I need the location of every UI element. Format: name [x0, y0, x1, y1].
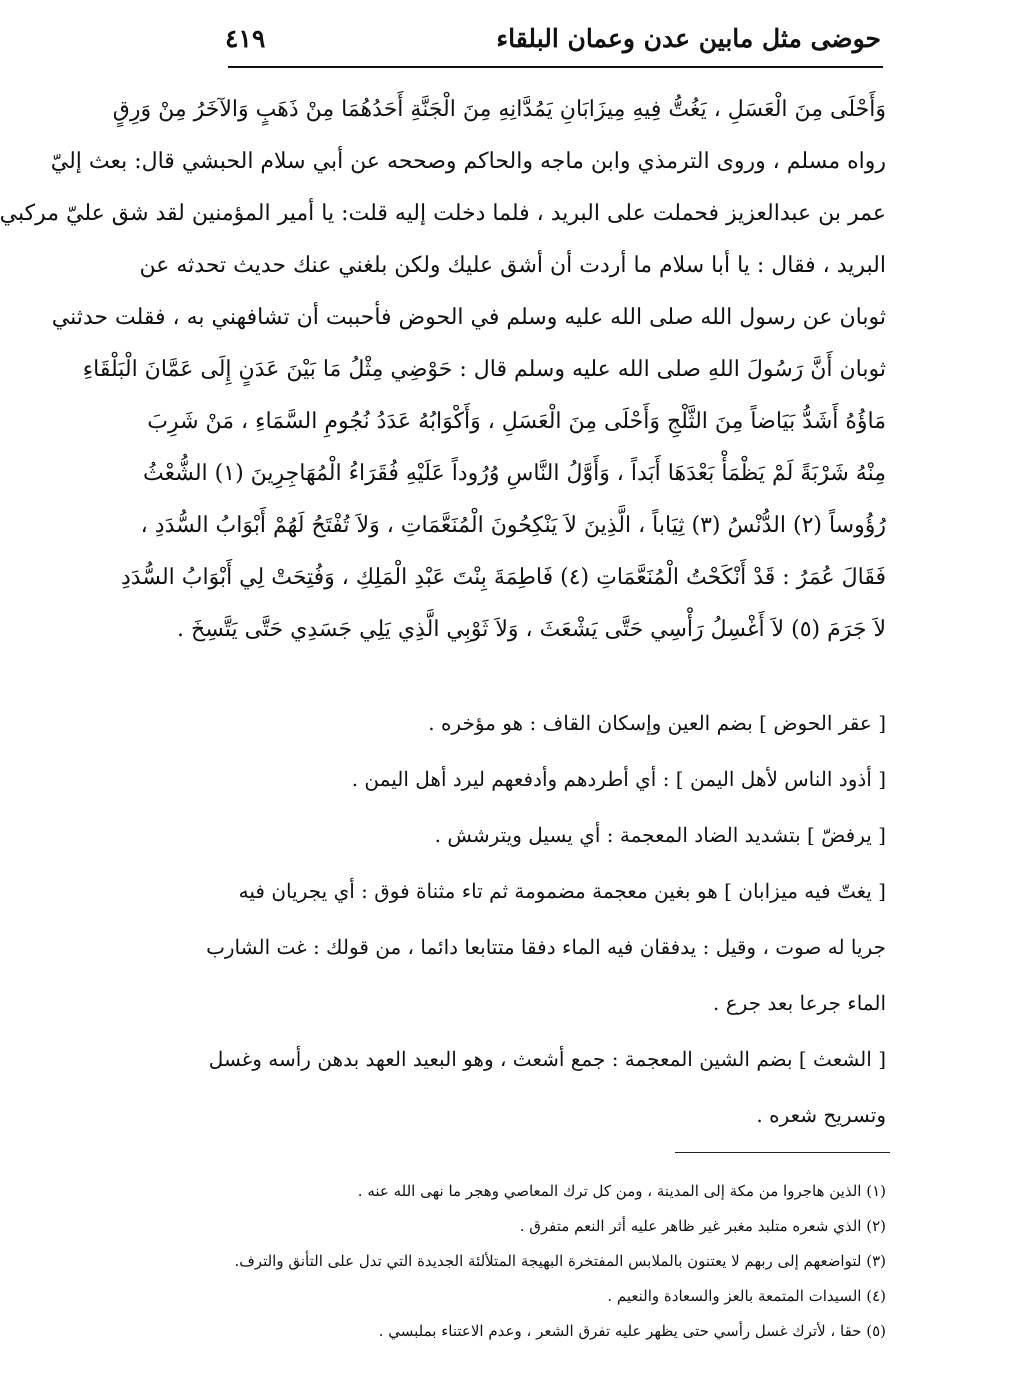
text-line: ثوبان عن رسول الله صلى الله عليه وسلم في الحوض فأحببت أن تشافهني به ، فقلت حدثني: [51, 305, 886, 330]
footnote: (٢) الذي شعره متلبد مغبر غير ظاهر عليه أثر النعم متفرق .: [519, 1217, 886, 1235]
gloss-line: [ عقر الحوض ] بضم العين وإسكان القاف : هو مؤخره .: [428, 711, 886, 735]
running-title: حوضى مثل مابين عدن وعمان البلقاء: [496, 24, 881, 53]
gloss-line: [ يغتّ فيه ميزابان ] هو بغين معجمة مضمومة ثم تاء مثناة فوق : أي يجريان فيه: [238, 879, 886, 903]
header-divider: [228, 66, 883, 68]
footnote-divider: [675, 1152, 890, 1153]
footnotes: [225, 1180, 886, 1355]
text-line: مِنْهُ شَرْبَةً لَمْ يَظْمَأْ بَعْدَهَا أَبَداً ، وَأَوَّلُ النَّاسِ وُرُوداً عَلَيْهِ فُقَرَاءُ الْمُهَاجِرِينَ (١) الشُّعْثُ: [143, 461, 886, 486]
text-line: لاَ جَرَمَ (٥) لاَ أَغْسِلُ رَأْسِي حَتَّى يَشْعَثَ ، وَلاَ ثَوْبِي الَّذِي يَلِي جَسَدِي حَتَّى يَتَّسِخَ .: [177, 617, 886, 642]
footnote: (٥) حقا ، لأترك غسل رأسي حتى يظهر عليه تفرق الشعر ، وعدم الاعتناء بملبسي .: [378, 1322, 886, 1340]
main-text: [0, 95, 886, 667]
text-line: وَأَحْلَى مِنَ الْعَسَلِ ، يَغُتُّ فِيهِ مِيزَابَانِ يَمُدَّانِهِ مِنَ الْجَنَّةِ أَحَدُهُمَا مِنْ ذَهَبٍ وَالآخَرُ مِنْ وَرِقٍ: [112, 97, 886, 122]
text-line: رُؤُوساً (٢) الدُّنْسُ (٣) ثِيَاباً ، الَّذِينَ لاَ يَنْكِحُونَ الْمُنَعَّمَاتِ ، وَلاَ تُفْتَحُ لَهُمْ أَبْوَابُ السُّدَدِ ،: [140, 513, 886, 538]
page-number: ٤١٩: [225, 24, 266, 53]
text-line: عمر بن عبدالعزيز فحملت على البريد ، فلما دخلت إليه قلت: يا أمير المؤمنين لقد شق عليّ مركبي: [0, 201, 886, 226]
gloss-line: [ الشعث ] بضم الشين المعجمة : جمع أشعث ، وهو البعيد العهد بدهن رأسه وغسل: [208, 1047, 886, 1071]
gloss-line: جريا له صوت ، وقيل : يدفقان فيه الماء دفقا متتابعا دائما ، من قولك : غت الشارب: [206, 935, 886, 959]
text-line: ثوبان أَنَّ رَسُولَ اللهِ صلى الله عليه وسلم قال : حَوْضِي مِثْلُ مَا بَيْنَ عَدَنٍ إِلَى عَمَّانَ الْبَلْقَاءِ: [82, 357, 886, 382]
text-line: البريد ، فقال : يا أبا سلام ما أردت أن أشق عليك ولكن بلغني عنك حديث تحدثه عن: [139, 253, 886, 278]
gloss-line: وتسريح شعره .: [756, 1103, 886, 1127]
footnote: (٣) لتواضعهم إلى ربهم لا يعتنون بالملابس المفتخرة البهيجة المتلألئة الجديدة التي تدل على التأنق والترف.: [234, 1252, 886, 1270]
gloss-line: [ أذود الناس لأهل اليمن ] : أي أطردهم وأدفعهم ليرد أهل اليمن .: [351, 767, 886, 791]
text-line: رواه مسلم ، وروى الترمذي وابن ماجه والحاكم وصححه عن أبي سلام الحبشي قال: بعث إليّ: [50, 149, 886, 174]
gloss-line: [ يرفضّ ] بتشديد الضاد المعجمة : أي يسيل ويترشش .: [434, 823, 886, 847]
footnote: (١) الذين هاجروا من مكة إلى المدينة ، ومن كل ترك المعاصي وهجر ما نهى الله عنه .: [357, 1182, 886, 1200]
text-line: فَقَالَ عُمَرُ : قَدْ أَنْكَحْتُ الْمُنَعَّمَاتِ (٤) فَاطِمَةَ بِنْتَ عَبْدِ الْمَلِكِ ، وَفُتِحَتْ لِي أَبْوَابُ السُّدَدِ: [120, 565, 886, 590]
gloss-line: الماء جرعا بعد جرع .: [713, 991, 886, 1015]
footnote: (٤) السيدات المتمعة بالعز والسعادة والنعيم .: [607, 1287, 886, 1305]
page-header: [225, 24, 881, 53]
glossary-section: [206, 708, 886, 1156]
text-line: مَاؤُهُ أَشَدُّ بَيَاضاً مِنَ الثَّلْجِ وَأَحْلَى مِنَ الْعَسَلِ ، وَأَكْوَابُهُ عَدَدُ نُجُومِ السَّمَاءِ ، مَنْ شَرِبَ: [147, 409, 886, 434]
